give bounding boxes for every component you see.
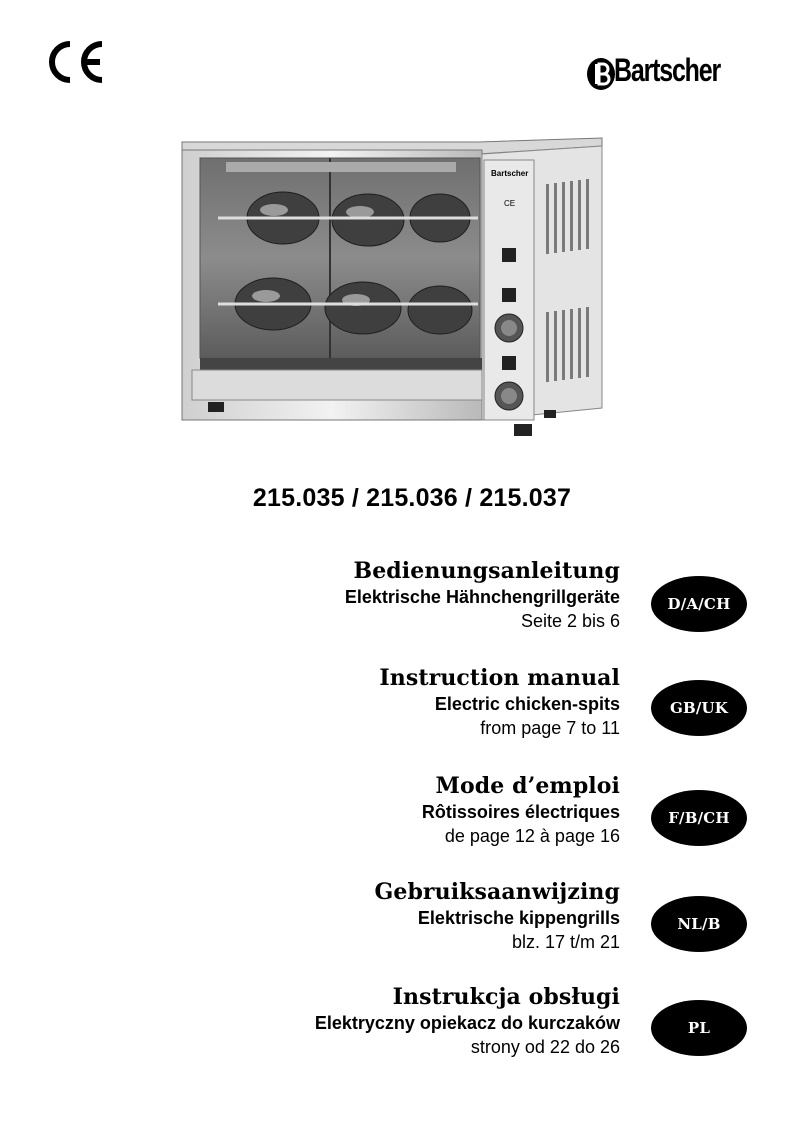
- ce-mark-logo: [40, 38, 106, 86]
- section-pages: de page 12 à page 16: [444, 826, 620, 846]
- panel-logo: Bartscher: [491, 169, 529, 178]
- section-title: Instrukcja obsługi: [392, 984, 620, 1010]
- section-title: Mode d’emploi: [435, 773, 620, 799]
- language-badge-nl: NL/B: [651, 896, 747, 952]
- section-pages: Seite 2 bis 6: [520, 611, 620, 631]
- section-subtitle: Elektrische Hähnchengrillgeräte: [344, 587, 620, 607]
- manual-section-en: [379, 664, 620, 740]
- manual-section-pl: [315, 983, 620, 1059]
- manual-section-fr: [422, 772, 620, 848]
- language-badge-de: D/A/CH: [651, 576, 747, 632]
- brand-b-emblem: [586, 57, 616, 91]
- brand-name: Bartscher: [614, 52, 721, 88]
- section-title: Gebruiksaanwijzing: [374, 879, 620, 905]
- manual-section-nl: [374, 878, 620, 954]
- section-subtitle: Elektryczny opiekacz do kurczaków: [314, 1013, 620, 1033]
- section-subtitle: Elektrische kippengrills: [417, 908, 620, 928]
- section-pages: from page 7 to 11: [480, 718, 620, 738]
- model-numbers: 215.035 / 215.036 / 215.037: [252, 484, 572, 512]
- panel-ce-mark: CE: [504, 199, 516, 208]
- section-pages: strony od 22 do 26: [470, 1037, 620, 1057]
- section-title: Instruction manual: [379, 665, 620, 691]
- section-title: Bedienungsanleitung: [353, 558, 620, 584]
- section-pages: blz. 17 t/m 21: [511, 932, 620, 952]
- section-subtitle: Electric chicken-spits: [434, 694, 620, 714]
- language-badge-en: GB/UK: [651, 680, 747, 736]
- brand-logo: [586, 48, 746, 98]
- manual-section-de: [345, 557, 620, 633]
- language-badge-pl: PL: [651, 1000, 747, 1056]
- section-subtitle: Rôtissoires électriques: [421, 802, 620, 822]
- rotisserie-product-image: [178, 132, 608, 452]
- language-badge-fr: F/B/CH: [651, 790, 747, 846]
